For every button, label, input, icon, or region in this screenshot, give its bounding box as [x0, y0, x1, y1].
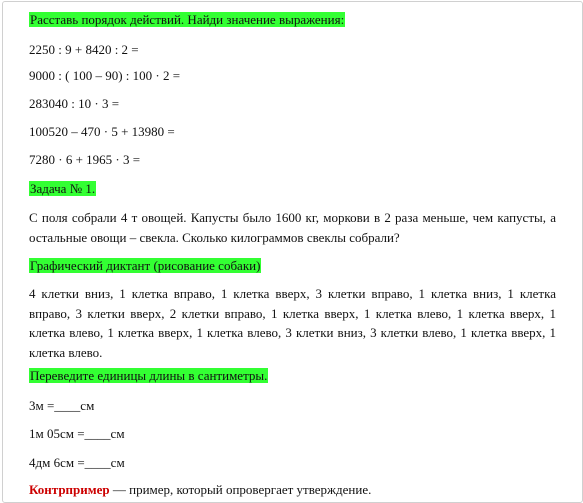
expression-2: 9000 : ( 100 – 90) : 100 · 2 = [29, 68, 181, 83]
counterexample-definition: — пример, который опровергает утверждение. [109, 482, 372, 497]
dictation-title: Графический диктант (рисование собаки) [30, 258, 261, 273]
expression-4: 100520 – 470 · 5 + 13980 = [29, 124, 175, 139]
conversion-title: Переведите единицы длины в сантиметры. [30, 368, 268, 383]
expression-5: 7280 · 6 + 1965 · 3 = [29, 152, 141, 167]
instruction-heading: Расставь порядок действий. Найди значение выражения: [30, 12, 345, 27]
counterexample-line [29, 482, 371, 498]
expression-1: 2250 : 9 + 8420 : 2 = [29, 42, 139, 57]
document-page [2, 1, 583, 503]
expression-3: 283040 : 10 · 3 = [29, 96, 120, 111]
dictation-text: 4 клетки вниз, 1 клетка вправо, 1 клетка вверх, 3 клетки вправо, 1 клетка вниз, 1 клетка вправо, 3 клетки вверх, 2 клетки вправо, 1 клетка вверх, 1 клетка влево, 1 клетка вверх, 1 клетка влево, 1 клетка вверх, 1 клетка влево, 3 клетки вниз, 3 клетки влево, 1 клетка вверх, 1 клетка влево. [29, 286, 556, 360]
conversion-item: 4дм 6см =____см [29, 455, 125, 470]
conversion-item: 3м =____см [29, 398, 95, 413]
task-text: С поля собрали 4 т овощей. Капусты было 1600 кг, моркови в 2 раза меньше, чем капусты, а остальные овощи – свекла. Сколько килограммов свеклы собрали? [29, 210, 556, 245]
counterexample-term: Контрпример [29, 482, 110, 497]
task-title: Задача № 1. [30, 181, 96, 196]
conversion-item: 1м 05см =____см [29, 426, 125, 441]
